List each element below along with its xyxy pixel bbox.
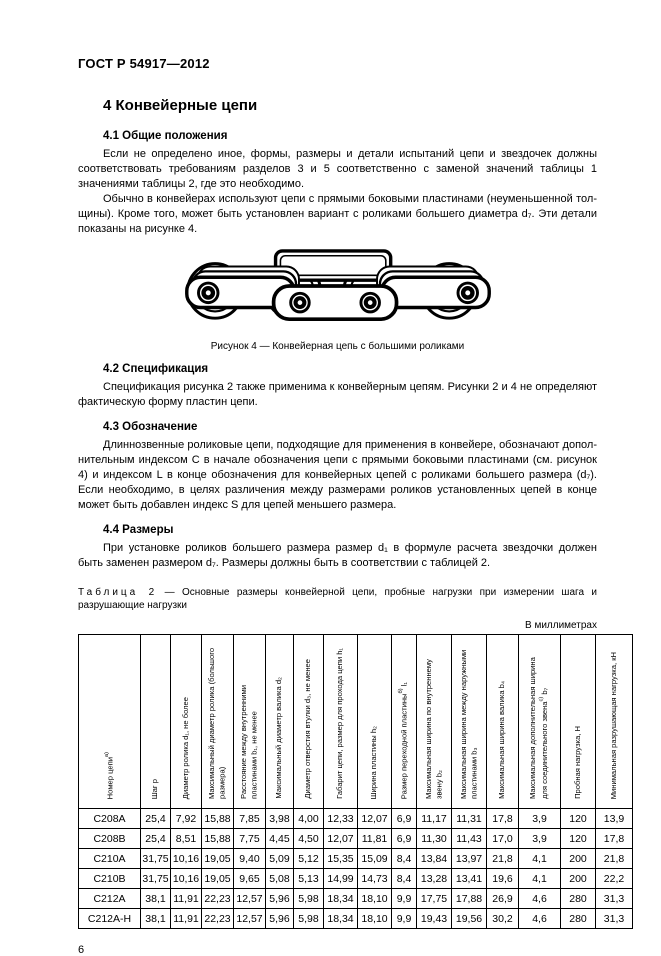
paragraph: Если не определено иное, формы, размеры и детали испытаний цепи и звездочек должны соответствовать требованиям разделов 3 и 5 соответственно с заменой значений таблицы 1 значениями таблицы 2, где это необходимо. (78, 148, 597, 190)
table-cell: 17,88 (452, 889, 487, 909)
table-cell: 13,28 (417, 869, 452, 889)
units-note: В миллиметрах (525, 620, 597, 631)
table-cell: 9,9 (392, 889, 417, 909)
column-header: Максимальная ширина по внутреннему звену b₂ (417, 635, 452, 809)
column-header: Максимальная ширина между наружными пластинами b₃ (452, 635, 487, 809)
table-cell: 11,81 (358, 829, 392, 849)
table-cell: 18,10 (358, 909, 392, 929)
table-cell: 10,16 (171, 849, 202, 869)
table-row (79, 829, 633, 849)
table-cell: 7,75 (234, 829, 266, 849)
table-cell: 6,9 (392, 829, 417, 849)
table-cell: 17,75 (417, 889, 452, 909)
table-cell: 21,8 (596, 849, 633, 869)
table-cell: 31,75 (141, 869, 171, 889)
table-cell: 15,35 (324, 849, 358, 869)
chapter-heading: 4 Конвейерные цепи (103, 97, 258, 114)
table-body (79, 809, 633, 929)
table-cell: 11,17 (417, 809, 452, 829)
table-cell: 3,9 (519, 809, 561, 829)
table-cell: 14,99 (324, 869, 358, 889)
dimensions-table (78, 634, 633, 929)
chain-number-cell: С208В (79, 829, 141, 849)
subsection-heading-4-2: 4.2 Спецификация (103, 363, 209, 375)
table-cell: 9,9 (392, 909, 417, 929)
table-cell: 4,00 (294, 809, 324, 829)
table-cell: 12,07 (358, 809, 392, 829)
table-cell: 19,43 (417, 909, 452, 929)
table-cell: 4,6 (519, 889, 561, 909)
chain-number-cell: С210В (79, 869, 141, 889)
table-cell: 13,9 (596, 809, 633, 829)
doc-code: ГОСТ Р 54917—2012 (78, 56, 210, 71)
table-cell: 200 (561, 869, 596, 889)
table-cell: 8,4 (392, 849, 417, 869)
table-cell: 31,3 (596, 909, 633, 929)
table-cell: 11,91 (171, 889, 202, 909)
table-cell: 25,4 (141, 809, 171, 829)
table-row (79, 889, 633, 909)
table-cell: 18,34 (324, 909, 358, 929)
table-cell: 10,16 (171, 869, 202, 889)
table-cell: 280 (561, 889, 596, 909)
subsection-heading-4-4: 4.4 Размеры (103, 524, 174, 536)
table-cell: 15,09 (358, 849, 392, 869)
table-cell: 7,92 (171, 809, 202, 829)
table-cell: 5,09 (266, 849, 294, 869)
chain-number-cell: С212А-Н (79, 909, 141, 929)
table-cell: 280 (561, 909, 596, 929)
table-cell: 11,31 (452, 809, 487, 829)
table-cell: 5,96 (266, 909, 294, 929)
table-caption-label: Таблица 2 (78, 587, 158, 598)
column-header: Габарит цепи, размер для прохода цепи h₁ (324, 635, 358, 809)
page-number: 6 (78, 944, 85, 956)
figure-caption: Рисунок 4 — Конвейерная цепь с большими роликами (210, 341, 465, 352)
column-header: Диаметр ролика d₁, не более (171, 635, 202, 809)
table-cell: 22,23 (202, 909, 234, 929)
table-cell: 13,97 (452, 849, 487, 869)
table-cell: 25,4 (141, 829, 171, 849)
table-cell: 19,05 (202, 849, 234, 869)
column-header: Ширина пластины h₂ (358, 635, 392, 809)
table-cell: 8,51 (171, 829, 202, 849)
table-cell: 7,85 (234, 809, 266, 829)
table-cell: 11,91 (171, 909, 202, 929)
table-cell: 200 (561, 849, 596, 869)
table-cell: 8,4 (392, 869, 417, 889)
table-cell: 17,0 (487, 829, 519, 849)
table-cell: 3,9 (519, 829, 561, 849)
table-cell: 4,1 (519, 869, 561, 889)
column-header: Номер цепи$^{а)}$ (79, 635, 141, 809)
column-header: Минимальная разрушающая нагрузка, кН (596, 635, 633, 809)
table-cell: 22,23 (202, 889, 234, 909)
paragraph: Спецификация рисунка 2 также применима к конвейерным цепям. Рисунки 2 и 4 не определяют фактическую форму пластин цепи. (78, 381, 597, 408)
table-cell: 31,75 (141, 849, 171, 869)
column-header: Расстояние между внутренними пластинами b₁, не менее (234, 635, 266, 809)
table-cell: 18,34 (324, 889, 358, 909)
chain-number-cell: С208А (79, 809, 141, 829)
table-cell: 22,2 (596, 869, 633, 889)
table-cell: 19,05 (202, 869, 234, 889)
table-row (79, 909, 633, 929)
table-cell: 4,6 (519, 909, 561, 929)
column-header: Размер переходной пластины$^{б)}$ l₁ (392, 635, 417, 809)
subsection-heading-4-1: 4.1 Общие положения (103, 130, 228, 142)
table-cell: 17,8 (596, 829, 633, 849)
table-cell: 4,1 (519, 849, 561, 869)
column-header: Максимальная ширина валика b₄ (487, 635, 519, 809)
table-cell: 12,57 (234, 889, 266, 909)
paragraph: Длиннозвенные роликовые цепи, подходящие для применения в конвейере, обозначают дополнительным индексом С в начале обозначения цепи с прямыми боковыми пластинами (см. рисунок 4) и индексом L в конце обозначения для конвейерных цепей с роликами большего размера (d₇). Если необходимо, в целях различения между размерами роликов установленных цепей в конце может быть добавлен индекс S для цепей меньшего размера. (78, 439, 597, 511)
table-cell: 5,13 (294, 869, 324, 889)
table-cell: 120 (561, 809, 596, 829)
table-cell: 30,2 (487, 909, 519, 929)
table-caption (78, 586, 597, 612)
table-cell: 18,10 (358, 889, 392, 909)
conveyor-chain-drawing (179, 247, 497, 327)
paragraph: Обычно в конвейерах используют цепи с прямыми боковыми пластинами (неуменьшенной толщины). Кроме того, может быть установлен вариант с роликами большего диаметра d₇. Эти детали показаны на рисунке 4. (78, 193, 597, 235)
table-cell: 12,57 (234, 909, 266, 929)
table-cell: 5,12 (294, 849, 324, 869)
table-cell: 15,88 (202, 809, 234, 829)
table-cell: 3,98 (266, 809, 294, 829)
table-cell: 5,96 (266, 889, 294, 909)
table-cell: 38,1 (141, 909, 171, 929)
table-cell: 31,3 (596, 889, 633, 909)
column-header: Шаг p (141, 635, 171, 809)
table-cell: 4,45 (266, 829, 294, 849)
table-cell: 12,33 (324, 809, 358, 829)
chain-number-cell: С212А (79, 889, 141, 909)
column-header: Диаметр отверстия втулки d₃, не менее (294, 635, 324, 809)
table-cell: 5,98 (294, 909, 324, 929)
table-cell: 15,88 (202, 829, 234, 849)
table-cell: 5,08 (266, 869, 294, 889)
table-cell: 11,43 (452, 829, 487, 849)
table-cell: 12,07 (324, 829, 358, 849)
table-cell: 11,30 (417, 829, 452, 849)
chain-number-cell: С210А (79, 849, 141, 869)
table-cell: 38,1 (141, 889, 171, 909)
table-header-row (79, 635, 633, 809)
table-cell: 21,8 (487, 849, 519, 869)
table-cell: 19,6 (487, 869, 519, 889)
table-cell: 19,56 (452, 909, 487, 929)
column-header: Пробная нагрузка, Н (561, 635, 596, 809)
table-cell: 9,40 (234, 849, 266, 869)
chain-figure (78, 247, 597, 332)
table-cell: 5,98 (294, 889, 324, 909)
table-cell: 13,41 (452, 869, 487, 889)
table-cell: 14,73 (358, 869, 392, 889)
subsection-heading-4-3: 4.3 Обозначение (103, 421, 198, 433)
table-cell: 26,9 (487, 889, 519, 909)
paragraph: При установке роликов большего размера размер d₁ в формуле расчета звездочки должен быть заменен размером d₇. Размеры должны быть в соответствии с таблицей 2. (78, 542, 597, 569)
table-cell: 17,8 (487, 809, 519, 829)
column-header: Максимальная дополнительная ширина для соединительного звена$^{с)}$ b₇ (519, 635, 561, 809)
table-cell: 9,65 (234, 869, 266, 889)
column-header: Максимальный диаметр валика d₂ (266, 635, 294, 809)
table-cell: 4,50 (294, 829, 324, 849)
table-row (79, 809, 633, 829)
table-cell: 120 (561, 829, 596, 849)
table-cell: 13,84 (417, 849, 452, 869)
table-row (79, 869, 633, 889)
table-caption-text: — Основные размеры конвейерной цепи, пробные нагрузки при измерении шага и разрушающие нагрузки (78, 587, 598, 611)
column-header: Максимальный диаметр ролика (большого размера) (202, 635, 234, 809)
table-cell: 6,9 (392, 809, 417, 829)
table-row (79, 849, 633, 869)
